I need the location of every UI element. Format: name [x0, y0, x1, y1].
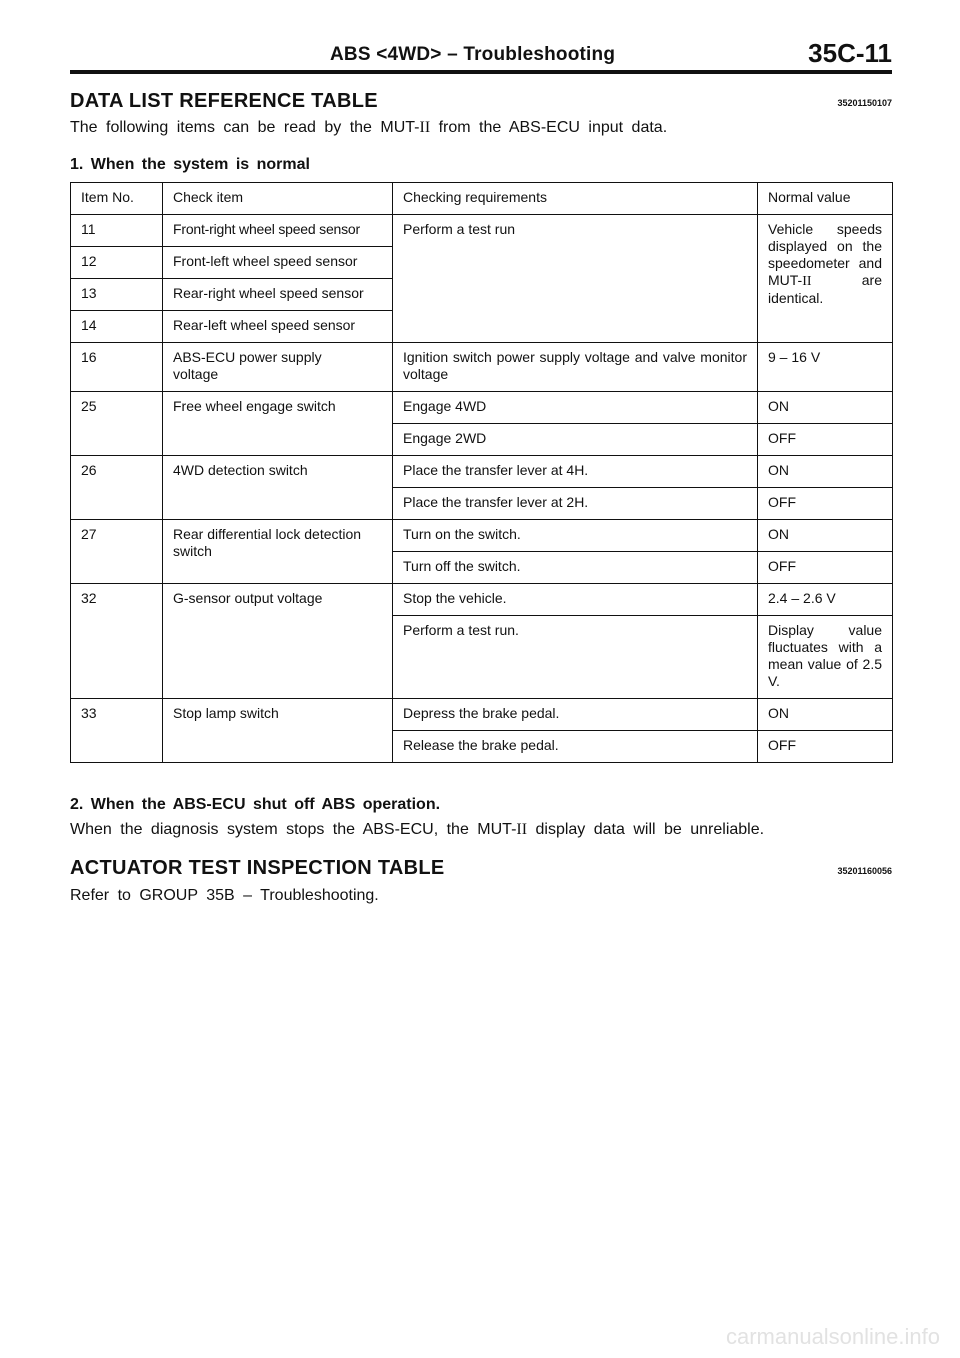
- table-header-row: [71, 183, 893, 215]
- normal-value: ON: [758, 520, 893, 552]
- checking-requirement: Ignition switch power supply voltage and valve monitor voltage: [393, 343, 758, 392]
- checking-requirement: Place the transfer lever at 2H.: [393, 488, 758, 520]
- item-no: 26: [71, 456, 163, 520]
- check-item: Rear differential lock detection switch: [163, 520, 393, 584]
- section-code-actuator-test: 35201160056: [837, 866, 892, 876]
- normal-value: OFF: [758, 552, 893, 584]
- check-item: Rear-left wheel speed sensor: [163, 311, 393, 343]
- check-item: G-sensor output voltage: [163, 584, 393, 699]
- table-row: [71, 215, 893, 247]
- section-code-data-list: 35201150107: [837, 98, 892, 108]
- header-rule: [70, 70, 892, 74]
- normal-value: 9 – 16 V: [758, 343, 893, 392]
- data-list-table: [70, 182, 893, 763]
- abs-off-paragraph: When the diagnosis system stops the ABS-ECU, the MUT-II display data will be unreliable.: [70, 821, 765, 838]
- checking-requirement: Engage 4WD: [393, 392, 758, 424]
- check-item: 4WD detection switch: [163, 456, 393, 520]
- checking-requirement: Release the brake pedal.: [393, 731, 758, 763]
- check-item: Stop lamp switch: [163, 699, 393, 763]
- normal-value: OFF: [758, 424, 893, 456]
- page-header-title: ABS <4WD> – Troubleshooting: [330, 44, 616, 65]
- normal-value: OFF: [758, 731, 893, 763]
- checking-requirement: Perform a test run.: [393, 616, 758, 699]
- item-no: 32: [71, 584, 163, 699]
- subheading-abs-off: 2. When the ABS-ECU shut off ABS operation.: [70, 796, 441, 813]
- checking-requirement: Engage 2WD: [393, 424, 758, 456]
- table-row: [71, 584, 893, 616]
- check-item: Front-right wheel speed sensor: [163, 215, 393, 247]
- table-row: [71, 456, 893, 488]
- subheading-normal: 1. When the system is normal: [70, 156, 310, 173]
- item-no: 25: [71, 392, 163, 456]
- header-cell: Checking requirements: [393, 183, 758, 215]
- normal-value: Vehicle speeds displayed on the speedometer and MUT-II are identical.: [758, 215, 893, 343]
- check-item: Rear-right wheel speed sensor: [163, 279, 393, 311]
- actuator-test-paragraph: Refer to GROUP 35B – Troubleshooting.: [70, 887, 379, 904]
- checking-requirement: Stop the vehicle.: [393, 584, 758, 616]
- header-cell: Check item: [163, 183, 393, 215]
- checking-requirement: Turn off the switch.: [393, 552, 758, 584]
- item-no: 27: [71, 520, 163, 584]
- item-no: 14: [71, 311, 163, 343]
- checking-requirement: Depress the brake pedal.: [393, 699, 758, 731]
- checking-requirement: Perform a test run: [393, 215, 758, 343]
- table-row: [71, 392, 893, 424]
- normal-value: ON: [758, 699, 893, 731]
- item-no: 12: [71, 247, 163, 279]
- check-item: Front-left wheel speed sensor: [163, 247, 393, 279]
- header-cell: Normal value: [758, 183, 893, 215]
- item-no: 13: [71, 279, 163, 311]
- table-row: [71, 343, 893, 392]
- normal-value: ON: [758, 456, 893, 488]
- check-item: Free wheel engage switch: [163, 392, 393, 456]
- section-title-data-list: DATA LIST REFERENCE TABLE: [70, 90, 378, 112]
- normal-value: ON: [758, 392, 893, 424]
- normal-value: 2.4 – 2.6 V: [758, 584, 893, 616]
- table-row: [71, 699, 893, 731]
- watermark: carmanualsonline.info: [725, 1324, 940, 1349]
- header-cell: Item No.: [71, 183, 163, 215]
- item-no: 33: [71, 699, 163, 763]
- table-row: [71, 520, 893, 552]
- checking-requirement: Turn on the switch.: [393, 520, 758, 552]
- item-no: 11: [71, 215, 163, 247]
- intro-paragraph: The following items can be read by the MUT-II from the ABS-ECU input data.: [70, 119, 668, 136]
- checking-requirement: Place the transfer lever at 4H.: [393, 456, 758, 488]
- check-item: ABS-ECU power supply voltage: [163, 343, 393, 392]
- normal-value: Display value fluctuates with a mean value of 2.5 V.: [758, 616, 893, 699]
- normal-value: OFF: [758, 488, 893, 520]
- section-title-actuator-test: ACTUATOR TEST INSPECTION TABLE: [70, 857, 445, 879]
- page-number: 35C-11: [808, 38, 892, 68]
- item-no: 16: [71, 343, 163, 392]
